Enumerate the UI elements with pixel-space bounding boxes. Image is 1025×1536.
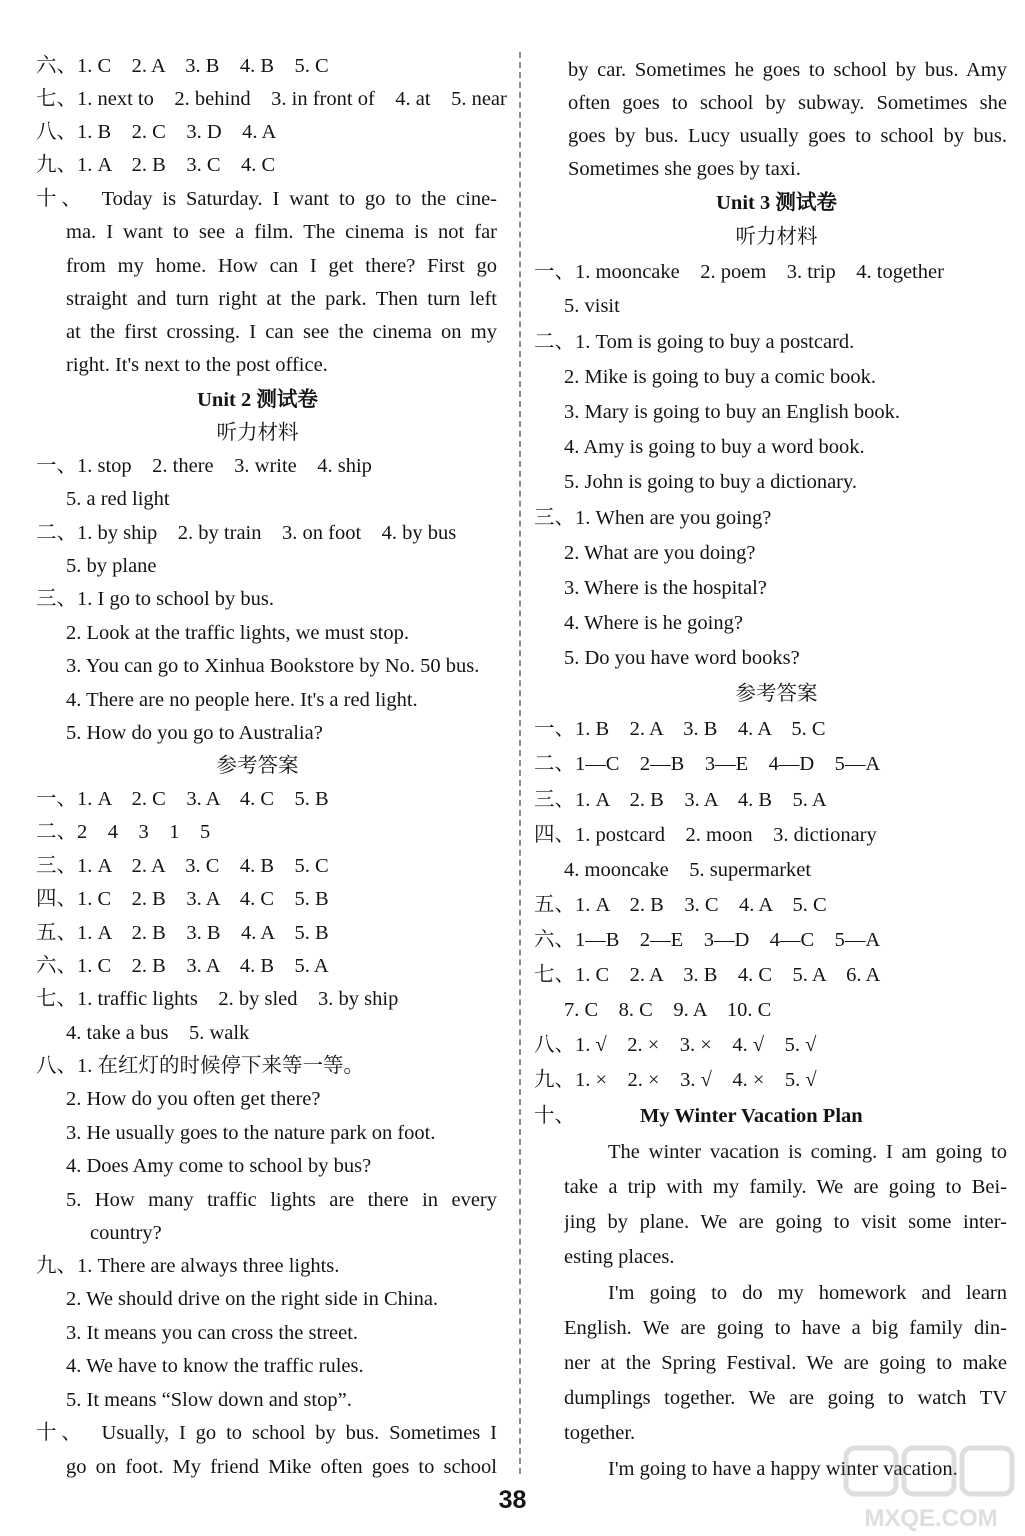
text-line: ner at the Spring Festival. We are going to make [564, 1352, 1007, 1374]
text-line: take a trip with my family. We are going to Bei- [564, 1176, 1007, 1198]
text-line: 4. There are no people here. It's a red light. [66, 689, 418, 711]
text-line: 六、1. C 2. A 3. B 4. B 5. C [36, 55, 329, 77]
text-line: The winter vacation is coming. I am going to [608, 1141, 1007, 1163]
text-line: 五、1. A 2. B 3. B 4. A 5. B [36, 922, 329, 944]
text-line: 2. Look at the traffic lights, we must stop. [66, 622, 409, 644]
text-line: 4. Amy is going to buy a word book. [564, 436, 865, 458]
text-line: right. It's next to the post office. [66, 354, 328, 376]
text-line: 七、1. traffic lights 2. by sled 3. by ship [36, 988, 399, 1010]
text-line: 2. We should drive on the right side in China. [66, 1288, 439, 1310]
text-line: 八、1. B 2. C 3. D 4. A [36, 121, 277, 143]
text-line: 九、1. There are always three lights. [36, 1255, 340, 1277]
page-number: 38 [498, 1486, 527, 1514]
text-line: 5. How do you go to Australia? [66, 722, 323, 744]
text-line: 5. Do you have word books? [564, 647, 800, 669]
text-line: 2. What are you doing? [564, 542, 756, 564]
text-line: straight and turn right at the park. Then turn left [66, 288, 497, 310]
text-line: 七、1. next to 2. behind 3. in front of 4. at 5. near [36, 88, 507, 110]
text-line: 一、1. stop 2. there 3. write 4. ship [36, 455, 372, 477]
section-heading: 听力材料 [735, 226, 818, 248]
text-line: 十、 Usually, I go to school by bus. Sometimes I [36, 1422, 497, 1444]
text-line: 3. He usually goes to the nature park on foot. [66, 1122, 436, 1144]
text-line: by car. Sometimes he goes to school by bus. Amy [568, 59, 1007, 81]
text-line: 4. Does Amy come to school by bus? [66, 1155, 372, 1177]
text-line: English. We are going to have a big family din- [564, 1317, 1007, 1339]
text-line: together. [564, 1422, 636, 1444]
text-line: 四、1. postcard 2. moon 3. dictionary [534, 824, 877, 846]
text-line: 三、1. A 2. B 3. A 4. B 5. A [534, 789, 827, 811]
text-line: 5. a red light [66, 488, 170, 510]
text-line: 六、1. C 2. B 3. A 4. B 5. A [36, 955, 329, 977]
text-line: at the first crossing. I can see the cinema on my [66, 321, 497, 343]
text-line: 二、1—C 2—B 3—E 4—D 5—A [534, 753, 881, 775]
text-line: I'm going to do my homework and learn [608, 1282, 1007, 1304]
text-line: 4. We have to know the traffic rules. [66, 1355, 364, 1377]
text-line: 5. How many traffic lights are there in every [66, 1189, 497, 1211]
text-line: 3. It means you can cross the street. [66, 1322, 359, 1344]
text-line: 九、1. × 2. × 3. √ 4. × 5. √ [534, 1069, 817, 1091]
watermark-logo [842, 1440, 1020, 1532]
text-line: 九、1. A 2. B 3. C 4. C [36, 154, 276, 176]
text-line: often goes to school by subway. Sometimes she [568, 92, 1007, 114]
section-heading: Unit 3 测试卷 [716, 192, 837, 214]
watermark-text: MXQE.COM [864, 1505, 998, 1532]
text-line: 5. visit [564, 295, 620, 317]
text-line: 4. mooncake 5. supermarket [564, 859, 812, 881]
text-line: 3. Mary is going to buy an English book. [564, 401, 900, 423]
text-line: 4. take a bus 5. walk [66, 1022, 250, 1044]
text-line: My Winter Vacation Plan [640, 1105, 863, 1127]
text-line: 7. C 8. C 9. A 10. C [564, 999, 772, 1021]
text-line: 一、1. A 2. C 3. A 4. C 5. B [36, 788, 329, 810]
text-line: Sometimes she goes by taxi. [568, 158, 801, 180]
text-line: 七、1. C 2. A 3. B 4. C 5. A 6. A [534, 964, 881, 986]
text-line: 5. John is going to buy a dictionary. [564, 471, 858, 493]
section-heading: 听力材料 [216, 422, 299, 444]
text-line: go on foot. My friend Mike often goes to school [66, 1456, 497, 1478]
text-line: 六、1—B 2—E 3—D 4—C 5—A [534, 929, 881, 951]
text-line: 二、2 4 3 1 5 [36, 821, 211, 843]
section-heading: 参考答案 [735, 683, 818, 705]
text-line: 2. How do you often get there? [66, 1088, 321, 1110]
text-line: 四、1. C 2. B 3. A 4. C 5. B [36, 888, 329, 910]
text-line: goes by bus. Lucy usually goes to school by bus. [568, 125, 1007, 147]
text-line: country? [90, 1222, 162, 1244]
text-line: 3. You can go to Xinhua Bookstore by No. 50 bus. [66, 655, 480, 677]
text-line: 二、1. by ship 2. by train 3. on foot 4. by bus [36, 522, 457, 544]
text-line: 4. Where is he going? [564, 612, 743, 634]
text-line: I'm going to have a happy winter vacation. [608, 1458, 958, 1480]
text-line: 三、1. A 2. A 3. C 4. B 5. C [36, 855, 329, 877]
text-line: 十、 [534, 1105, 575, 1127]
text-line: 八、1. √ 2. × 3. × 4. √ 5. √ [534, 1034, 817, 1056]
text-line: 二、1. Tom is going to buy a postcard. [534, 331, 855, 353]
text-line: 三、1. When are you going? [534, 507, 772, 529]
text-line: dumplings together. We are going to watch TV [564, 1387, 1007, 1409]
text-line: 2. Mike is going to buy a comic book. [564, 366, 877, 388]
section-heading: 参考答案 [216, 755, 299, 777]
text-line: 三、1. I go to school by bus. [36, 588, 275, 610]
text-line: esting places. [564, 1246, 675, 1268]
text-line: 5. It means “Slow down and stop”. [66, 1389, 352, 1411]
text-line: jing by plane. We are going to visit some inter- [564, 1211, 1007, 1233]
text-line: 一、1. B 2. A 3. B 4. A 5. C [534, 718, 826, 740]
text-line: ma. I want to see a film. The cinema is not far [66, 221, 497, 243]
text-line: 五、1. A 2. B 3. C 4. A 5. C [534, 894, 827, 916]
text-line: 八、1. 在红灯的时候停下来等一等。 [36, 1055, 364, 1077]
text-line: 3. Where is the hospital? [564, 577, 767, 599]
text-line: from my home. How can I get there? First go [66, 255, 497, 277]
text-line: 5. by plane [66, 555, 157, 577]
column-divider [519, 52, 521, 1474]
section-heading: Unit 2 测试卷 [197, 389, 318, 411]
text-line: 十、 Today is Saturday. I want to go to the cine- [36, 188, 497, 210]
text-line: 一、1. mooncake 2. poem 3. trip 4. together [534, 261, 944, 283]
